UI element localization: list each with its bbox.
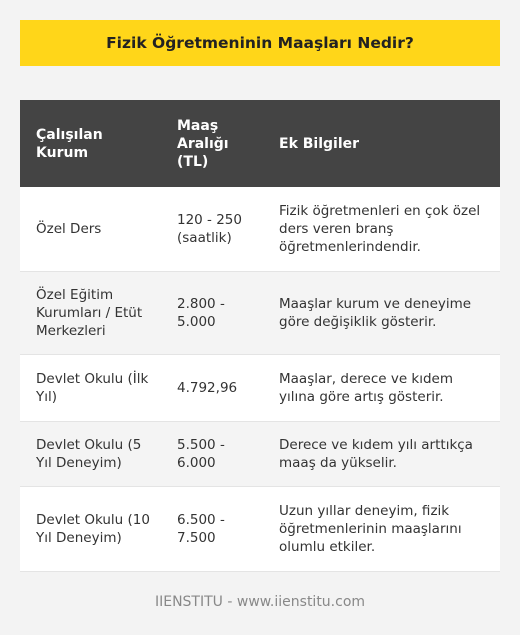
cell-salary: 6.500 - 7.500 — [161, 487, 263, 572]
header-institution: Çalışılan Kurum — [20, 100, 161, 187]
header-additional-info: Ek Bilgiler — [263, 100, 500, 187]
table-row — [20, 272, 500, 355]
cell-info: Derece ve kıdem yılı arttıkça maaş da yükselir. — [263, 422, 500, 487]
footer-credit: IIENSTITU - www.iienstitu.com — [154, 594, 366, 610]
cell-info: Maaşlar kurum ve deneyime göre değişiklik gösterir. — [263, 272, 500, 355]
cell-info: Uzun yıllar deneyim, fizik öğretmenlerinin maaşlarını olumlu etkiler. — [263, 487, 500, 572]
page-title: Fizik Öğretmeninin Maaşları Nedir? — [20, 20, 500, 66]
cell-institution: Özel Eğitim Kurumları / Etüt Merkezleri — [20, 272, 161, 355]
table-row — [20, 355, 500, 422]
salary-table — [20, 100, 500, 572]
table-header-row — [20, 100, 500, 187]
cell-info: Maaşlar, derece ve kıdem yılına göre artış gösterir. — [263, 355, 500, 422]
cell-info: Fizik öğretmenleri en çok özel ders veren branş öğretmenlerindendir. — [263, 187, 500, 272]
cell-salary: 5.500 - 6.000 — [161, 422, 263, 487]
cell-institution: Devlet Okulu (10 Yıl Deneyim) — [20, 487, 161, 572]
cell-institution: Devlet Okulu (5 Yıl Deneyim) — [20, 422, 161, 487]
cell-salary: 120 - 250 (saatlik) — [161, 187, 263, 272]
cell-institution: Devlet Okulu (İlk Yıl) — [20, 355, 161, 422]
table-row — [20, 422, 500, 487]
cell-salary: 4.792,96 — [161, 355, 263, 422]
header-salary-range: Maaş Aralığı (TL) — [161, 100, 263, 187]
table-row — [20, 187, 500, 272]
cell-institution: Özel Ders — [20, 187, 161, 272]
table-row — [20, 487, 500, 572]
cell-salary: 2.800 - 5.000 — [161, 272, 263, 355]
